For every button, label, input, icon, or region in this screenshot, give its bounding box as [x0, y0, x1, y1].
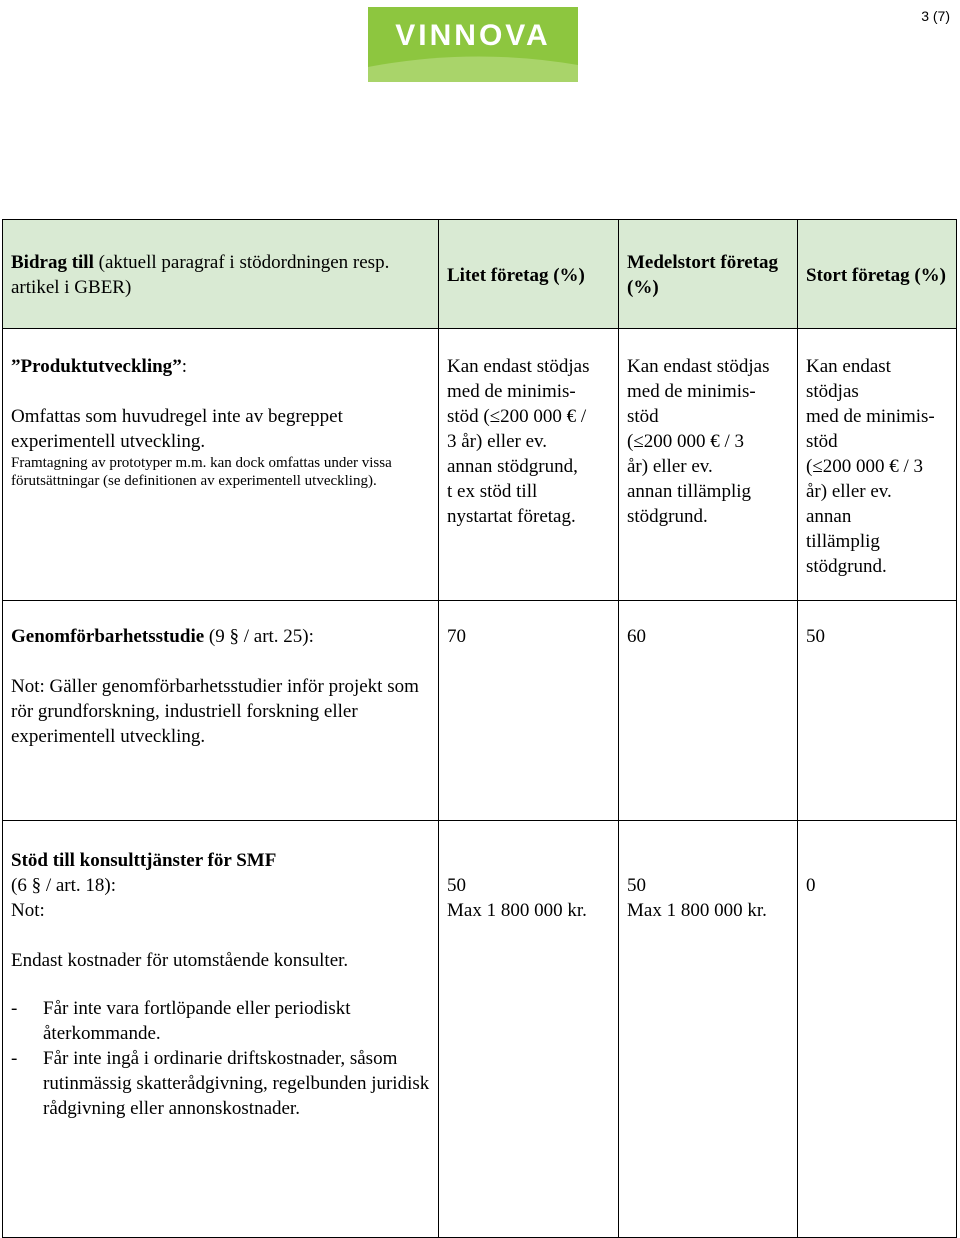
- row2-small: 70: [439, 601, 619, 821]
- row1-line: tillämplig: [806, 531, 880, 552]
- row1-line: annan stödgrund,: [447, 456, 578, 477]
- row1-title: ”Produktutveckling”:: [11, 356, 187, 377]
- row3-ref: (6 § / art. 18):: [11, 875, 117, 896]
- page-number: 3 (7): [921, 8, 950, 24]
- vinnova-logo: [368, 7, 578, 82]
- row3-small: 50 Max 1 800 000 kr.: [439, 821, 619, 1238]
- row1-line: år) eller ev.: [806, 481, 892, 502]
- row1-line: (≤200 000 € / 3: [627, 431, 745, 452]
- header-large-company: Stort företag (%): [798, 220, 957, 329]
- row3-not-label: Not:: [11, 900, 45, 921]
- row1-line: stöd: [806, 431, 838, 452]
- row1-line: nystartat företag.: [447, 506, 576, 527]
- header-small-company: Litet företag (%): [439, 220, 619, 329]
- row3-desc: Endast kostnader för utomstående konsulter.: [11, 950, 349, 971]
- row1-line: Kan endast stödjas: [627, 356, 770, 377]
- row1-small-note: Framtagning av prototyper m.m. kan dock omfattas under vissa förutsättningar (se definitionen av experimentell utveckling).: [11, 455, 392, 489]
- row1-line: Kan endast: [806, 356, 891, 377]
- row1-description: [3, 329, 439, 601]
- row1-large: [798, 329, 957, 601]
- row2-medium: 60: [619, 601, 798, 821]
- row3-large: 0: [798, 821, 957, 1238]
- row1-line: stödgrund.: [627, 506, 708, 527]
- row1-line: (≤200 000 € / 3: [806, 456, 924, 477]
- row1-medium: [619, 329, 798, 601]
- row1-line: stöd: [627, 406, 659, 427]
- row1-line: annan tillämplig: [627, 481, 752, 502]
- row3-bullet: - Får inte ingå i ordinarie driftskostnader, såsom rutinmässig skatterådgivning, regelbunden juridisk rådgivning eller annonskostnader.: [11, 1048, 430, 1119]
- row3-medium: 50 Max 1 800 000 kr.: [619, 821, 798, 1238]
- row1-line: stöd (≤200 000 € /: [447, 406, 587, 427]
- row1-line: annan: [806, 506, 852, 527]
- table-header-row: [3, 220, 957, 329]
- row1-line: år) eller ev.: [627, 456, 713, 477]
- row2-title: Genomförbarhetsstudie (9 § / art. 25):: [11, 626, 314, 647]
- table-row-product-development: [3, 329, 957, 601]
- row2-description: [3, 601, 439, 821]
- table-row-feasibility: [3, 601, 957, 821]
- row1-desc: Omfattas som huvudregel inte av begreppet experimentell utveckling.: [11, 406, 343, 452]
- support-table: [2, 219, 957, 1238]
- svg-text:VINNOVA: VINNOVA: [395, 19, 551, 52]
- row1-line: med de minimis-: [627, 381, 756, 402]
- row3-description: [3, 821, 439, 1238]
- row2-large: 50: [798, 601, 957, 821]
- row1-line: Kan endast stödjas: [447, 356, 590, 377]
- table-row-consulting: [3, 821, 957, 1238]
- row2-note: Not: Gäller genomförbarhetsstudier inför projekt som rör grundforskning, industriell forskning eller experimentell utveckling.: [11, 676, 419, 747]
- row1-line: stödjas: [806, 381, 859, 402]
- row3-title: Stöd till konsulttjänster för SMF: [11, 850, 277, 871]
- row1-small: [439, 329, 619, 601]
- row1-line: stödgrund.: [806, 556, 887, 577]
- header-medium-company: Medelstort företag (%): [619, 220, 798, 329]
- row1-line: 3 år) eller ev.: [447, 431, 548, 452]
- header-contribution: Bidrag till (aktuell paragraf i stödordningen resp. artikel i GBER): [3, 220, 439, 329]
- row1-line: med de minimis-: [806, 406, 935, 427]
- row1-line: t ex stöd till: [447, 481, 538, 502]
- row3-bullet: - Får inte vara fortlöpande eller periodiskt återkommande.: [11, 998, 351, 1044]
- row1-line: med de minimis-: [447, 381, 576, 402]
